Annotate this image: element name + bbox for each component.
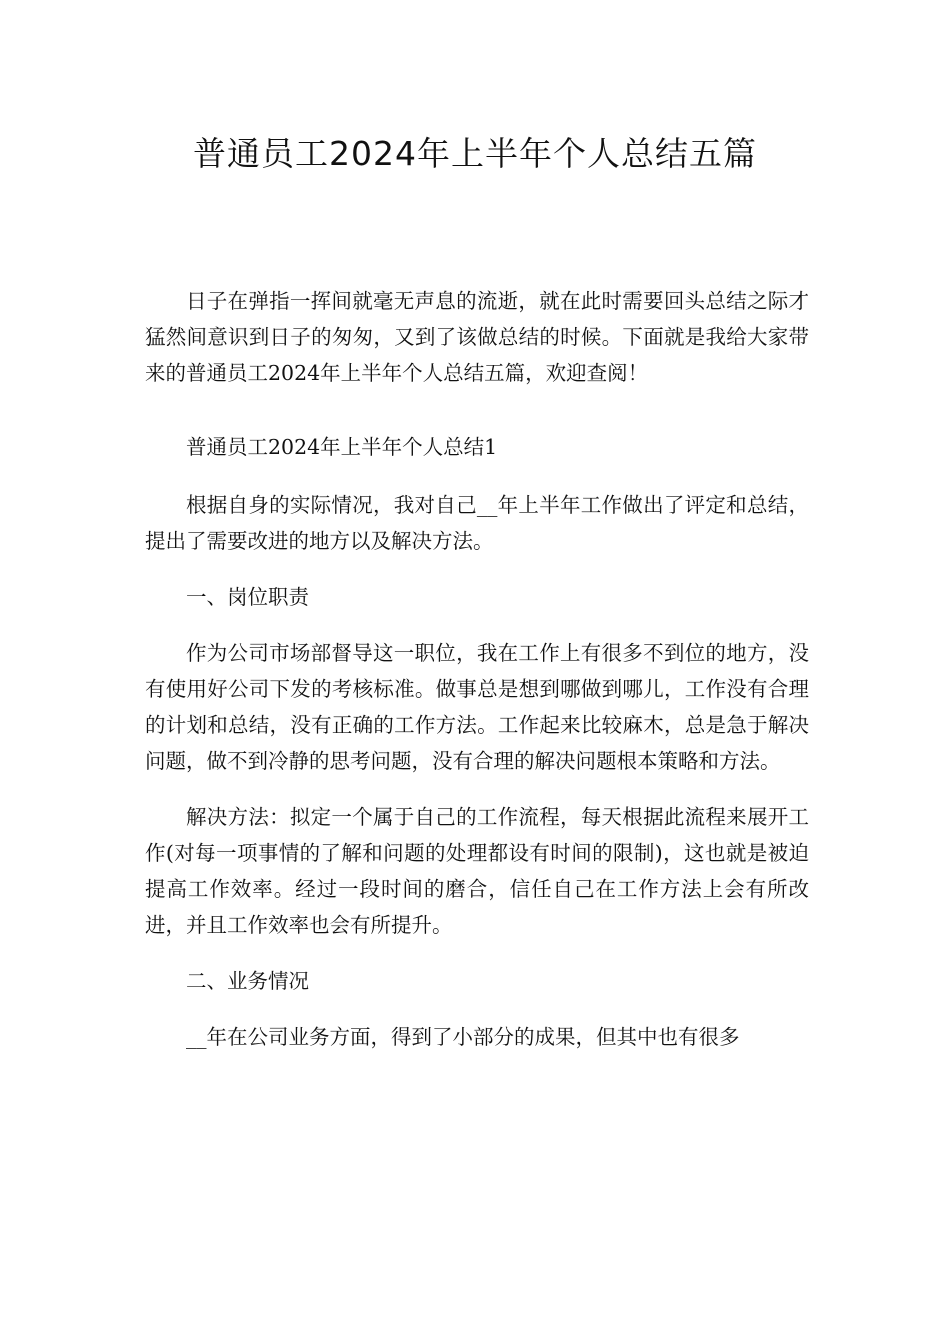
- section-heading-1: 一、岗位职责: [186, 585, 309, 609]
- body-paragraph: __年在公司业务方面，得到了小部分的成果，但其中也有很多: [186, 1025, 740, 1049]
- body-paragraph: 根据自身的实际情况，我对自己__年上半年工作做出了评定和总结，提出了需要改进的地方以及解决方法。: [145, 493, 809, 553]
- section-heading-2: 二、业务情况: [186, 969, 309, 993]
- body-paragraph: 作为公司市场部督导这一职位，我在工作上有很多不到位的地方，没有使用好公司下发的考核标准。做事总是想到哪做到哪儿，工作没有合理的计划和总结，没有正确的工作方法。工作起来比较麻木，总是急于解决问题，做不到冷静的思考问题，没有合理的解决问题根本策略和方法。: [145, 641, 809, 773]
- document-title: 普通员工2024年上半年个人总结五篇: [193, 134, 757, 173]
- intro-paragraph: 日子在弹指一挥间就毫无声息的流逝，就在此时需要回头总结之际才猛然间意识到日子的匆匆，又到了该做总结的时候。下面就是我给大家带来的普通员工2024年上半年个人总结五篇，欢迎查阅！: [145, 289, 809, 385]
- document-body: [145, 283, 809, 1055]
- body-paragraph: 解决方法：拟定一个属于自己的工作流程，每天根据此流程来展开工作(对每一项事情的了解和问题的处理都设有时间的限制)，这也就是被迫提高工作效率。经过一段时间的磨合，信任自己在工作方法上会有所改进，并且工作效率也会有所提升。: [145, 805, 809, 937]
- section-title: 普通员工2024年上半年个人总结1: [186, 435, 498, 459]
